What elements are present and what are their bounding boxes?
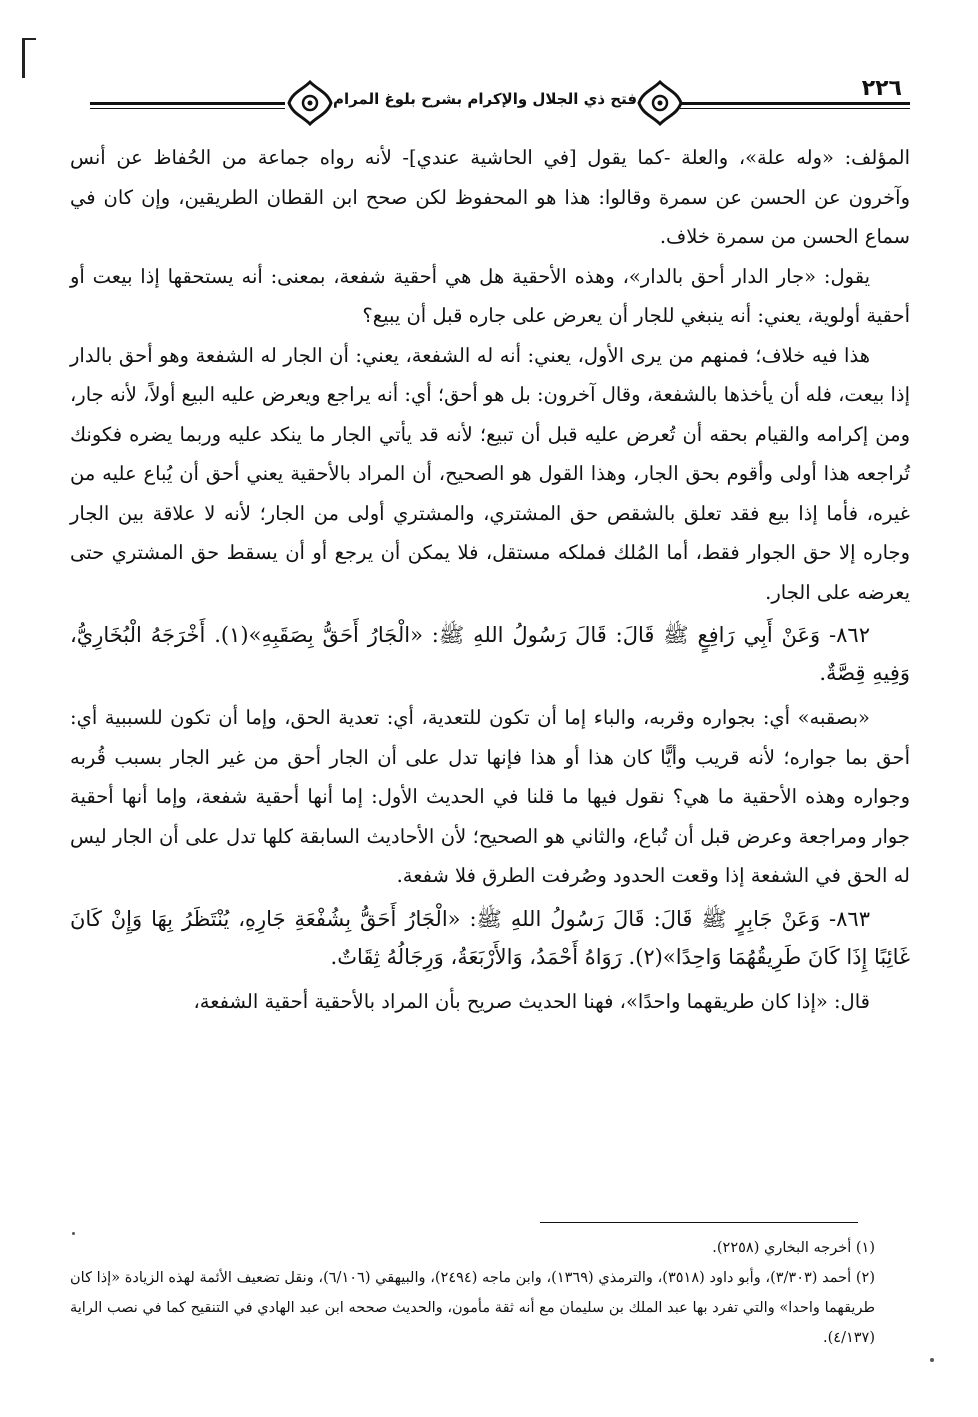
paragraph: المؤلف: «وله علة»، والعلة -كما يقول [في الحاشية عندي]- لأنه رواه جماعة من الحُفاظ عن أنس وآخرون عن الحسن عن سمرة وقالوا: هذا هو المحفوظ لكن صحح ابن القطان الطريقين، وإن كان في سماع الحسن من سمرة خلاف. bbox=[70, 146, 910, 248]
footnote: (١) أخرجه البخاري (٢٢٥٨). bbox=[712, 1240, 875, 1256]
paragraph: هذا فيه خلاف؛ فمنهم من يرى الأول، يعني: أنه له الشفعة، يعني: أن الجار له الشفعة وهو أحق بالدار إذا بيعت، فله أن يأخذها بالشفعة، وقال آخرون: بل هو أحق؛ أي: أنه يراجع ويعرض عليه البيع أولاً، لأنه جار، ومن إكرامه والقيام بحقه أن تُعرض عليه قبل أن تبيع؛ لأنه قد يأتي الجار ما ينكد عليه وربما يضره فكونك تُراجعه هذا أولى وأقوم بحق الجار، وهذا القول هو الصحيح، أن المراد بالأحقية يعني أحق أن يُباع عليه من غيره، فأما إذا بيع فقد تعلق بالشقص حق المشتري، والمشتري أولى من الجار؛ لأنه لا علاقة بين الجار وجاره إلا حق الجوار فقط، أما المُلك فملكه مستقل، فلا يمكن أن يرجع أو أن يسقط حق المشتري حتى يعرضه على الجار. bbox=[70, 343, 910, 604]
running-title: فتح ذي الجلال والإكرام بشرح بلوغ المرام bbox=[332, 90, 638, 108]
paragraph: «بصقبه» أي: بجواره وقربه، والباء إما أن تكون للتعدية، أي: تعدية الحق، وإما أن تكون للسببية أي: أحق بما جواره؛ لأنه قريب وأيًّا كان هذا أو هذا فإنها تدل على أن الجار أحق من غير الجار بسبب قُربه وجواره وهذه الأحقية ما هي؟ نقول فيها ما قلنا في الحديث الأول: إما أنها أحقية شفعة، وإما أنها أحقية جوار ومراجعة وعرض قبل أن تُباع، والثاني هو الصحيح؛ لأن الأحاديث السابقة كلها تدل على أن الجار ليس له الحق في الشفعة إذا وقعت الحدود وصُرفت الطرق فلا شفعة. bbox=[70, 706, 910, 887]
header-rule bbox=[90, 102, 285, 109]
header-rule bbox=[680, 102, 910, 109]
page-header bbox=[80, 72, 910, 132]
hadith-text: ٨٦٢- وَعَنْ أَبِي رَافِعٍ ﷺ قَالَ: قَالَ رَسُولُ اللهِ ﷺ: «الْجَارُ أَحَقُّ بِصَقَبِهِ»(١). أَخْرَجَهُ الْبُخَارِيُّ، وَفِيهِ قِصَّةٌ. bbox=[70, 623, 910, 685]
page-number: ٢٢٦ bbox=[861, 76, 902, 101]
footnote-rule bbox=[540, 1222, 858, 1223]
paragraph: يقول: «جار الدار أحق بالدار»، وهذه الأحقية هل هي أحقية شفعة، بمعنى: أنه يستحقها إذا بيعت أو أحقية أولوية، يعني: أنه ينبغي للجار أن يعرض على جاره قبل أن يبيع؟ bbox=[70, 264, 910, 327]
crop-mark bbox=[22, 38, 25, 78]
hadith-text: ٨٦٣- وَعَنْ جَابِرٍ ﷺ قَالَ: قَالَ رَسُولُ اللهِ ﷺ: «الْجَارُ أَحَقُّ بِشُفْعَةِ جَارِهِ، يُنْتَظَرُ بِهَا وَإِنْ كَانَ غَائِبًا إِذَا كَانَ طَرِيقُهُمَا وَاحِدًا»(٢). رَوَاهُ أَحْمَدُ، وَالأَرْبَعَةُ، وَرِجَالُهُ ثِقَاتٌ. bbox=[70, 906, 910, 969]
scan-speck bbox=[930, 1358, 934, 1362]
footnotes bbox=[70, 1233, 875, 1353]
crop-mark bbox=[22, 38, 36, 40]
footnote: (٢) أحمد (٣/٣٠٣)، وأبو داود (٣٥١٨)، والترمذي (١٣٦٩)، وابن ماجه (٢٤٩٤)، والبيهقي (٦/١٠٦)، ونقل تضعيف الأئمة لهذه الزيادة «إذا كان طريقهما واحدا» والتي تفرد بها عبد الملك بن سليمان مع أنه ثقة مأمون، والحديث صححه ابن عبد الهادي في التنقيح كما في نصب الراية (٤/١٣٧). bbox=[70, 1270, 875, 1346]
main-text bbox=[70, 138, 910, 1021]
paragraph: قال: «إذا كان طريقهما واحدًا»، فهنا الحديث صريح بأن المراد بالأحقية أحقية الشفعة، bbox=[193, 989, 870, 1013]
